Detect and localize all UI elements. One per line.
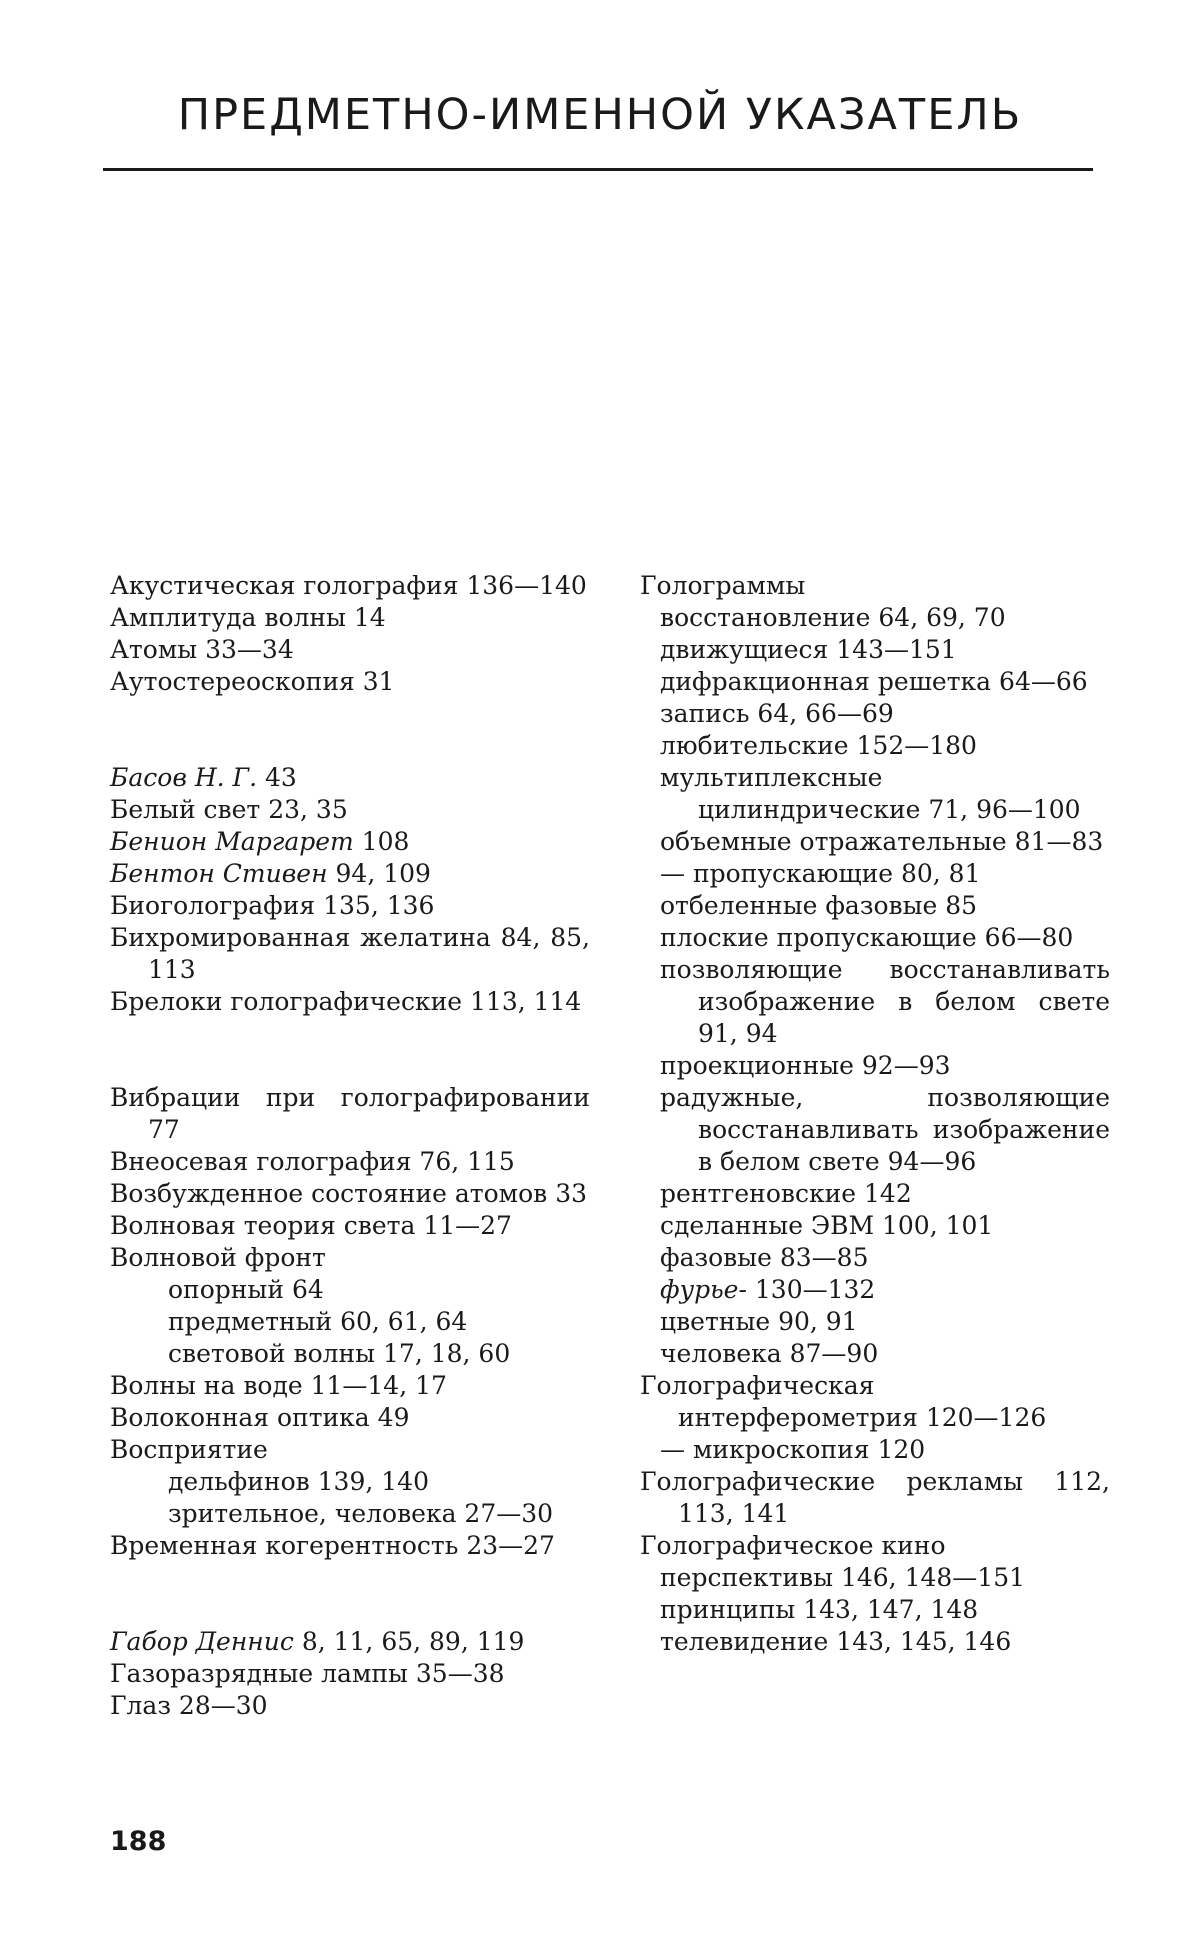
index-subentry: объемные отражательные 81—83 — [660, 827, 1104, 856]
index-subentry: человека 87—90 — [660, 1339, 879, 1368]
title-rule — [103, 168, 1093, 171]
index-subentry: сделанные ЭВМ 100, 101 — [660, 1211, 994, 1240]
italic-term: фурье- — [660, 1275, 747, 1304]
index-subentry: зрительное, человека 27—30 — [168, 1499, 554, 1528]
index-entry: Голограммы — [640, 571, 806, 600]
index-entry: Голографическое кино — [640, 1531, 946, 1560]
index-entry: Волновая теория света 11—27 — [110, 1211, 512, 1240]
person-name: Бентон Стивен — [110, 859, 328, 888]
index-entry: Внеосевая голография 76, 115 — [110, 1147, 515, 1176]
page-title: ПРЕДМЕТНО-ИМЕННОЙ УКАЗАТЕЛЬ — [177, 90, 1023, 140]
page-refs: 108 — [353, 827, 410, 856]
index-subentry: проекционные 92—93 — [660, 1051, 951, 1080]
page-refs: 43 — [257, 763, 297, 792]
index-subentry: опорный 64 — [168, 1275, 324, 1304]
index-subentry: дифракционная решетка 64—66 — [660, 667, 1088, 696]
index-entry — [110, 858, 590, 890]
index-entry: Глаз 28—30 — [110, 1691, 268, 1720]
index-entry: Волновой фронт — [110, 1243, 326, 1272]
section-gap — [110, 698, 590, 762]
page-refs: 8, 11, 65, 89, 119 — [293, 1627, 525, 1656]
index-entry: Вибрации при голографировании 77 — [110, 1083, 590, 1144]
index-subentry: отбеленные фазовые 85 — [660, 891, 978, 920]
index-subentry: восстановление 64, 69, 70 — [660, 603, 1006, 632]
index-subentry: мультиплексные цилиндрические 71, 96—100 — [660, 763, 1081, 824]
index-subentry: дельфинов 139, 140 — [168, 1467, 429, 1496]
index-entry: Атомы 33—34 — [110, 635, 294, 664]
index-entry: Временная когерентность 23—27 — [110, 1531, 555, 1560]
index-subentry — [640, 1274, 1110, 1306]
person-name: Габор Деннис — [110, 1627, 294, 1656]
person-name: Басов Н. Г. — [110, 763, 258, 792]
index-entry — [110, 1626, 590, 1658]
index-entry: Голографическая интерферометрия 120—126 — [640, 1371, 1047, 1432]
index-subentry: радужные, позволяющие восстанавливать изображение в белом свете 94—96 — [660, 1083, 1110, 1176]
index-subentry: предметный 60, 61, 64 — [168, 1307, 468, 1336]
index-subentry: любительские 152—180 — [660, 731, 977, 760]
index-subentry: — микроскопия 120 — [660, 1435, 926, 1464]
section-gap — [110, 1018, 590, 1082]
index-entry: Аутостереоскопия 31 — [110, 667, 395, 696]
index-entry — [110, 762, 590, 794]
index-subentry: фазовые 83—85 — [660, 1243, 869, 1272]
index-subentry: движущиеся 143—151 — [660, 635, 957, 664]
index-subentry: рентгеновские 142 — [660, 1179, 912, 1208]
index-entry: Брелоки голографические 113, 114 — [110, 987, 582, 1016]
index-entry: Амплитуда волны 14 — [110, 603, 386, 632]
index-subentry: принципы 143, 147, 148 — [660, 1595, 979, 1624]
index-entry: Белый свет 23, 35 — [110, 795, 348, 824]
index-entry: Бихромированная желатина 84, 85, 113 — [110, 923, 590, 984]
index-subentry: плоские пропускающие 66—80 — [660, 923, 1074, 952]
index-entry — [110, 826, 590, 858]
index-column-right — [640, 570, 1110, 1658]
section-gap — [110, 1562, 590, 1626]
index-entry: Биоголография 135, 136 — [110, 891, 435, 920]
index-entry: Волны на воде 11—14, 17 — [110, 1371, 447, 1400]
index-subentry: цветные 90, 91 — [660, 1307, 858, 1336]
page-number: 188 — [110, 1826, 167, 1857]
index-subentry: позволяющие восстанавливать изображение в белом свете 91, 94 — [660, 955, 1110, 1048]
index-entry: Голографические рекламы 112, 113, 141 — [640, 1467, 1110, 1528]
index-entry: Акустическая голография 136—140 — [110, 571, 587, 600]
page-refs: 130—132 — [746, 1275, 876, 1304]
index-subentry: телевидение 143, 145, 146 — [660, 1627, 1012, 1656]
index-subentry: запись 64, 66—69 — [660, 699, 894, 728]
index-subentry: световой волны 17, 18, 60 — [168, 1339, 511, 1368]
index-column-left — [110, 570, 590, 1722]
page-refs: 94, 109 — [327, 859, 431, 888]
index-entry: Восприятие — [110, 1435, 268, 1464]
index-subentry: перспективы 146, 148—151 — [660, 1563, 1026, 1592]
index-entry: Волоконная оптика 49 — [110, 1403, 410, 1432]
person-name: Бенион Маргарет — [110, 827, 354, 856]
index-entry: Возбужденное состояние атомов 33 — [110, 1179, 588, 1208]
index-entry: Газоразрядные лампы 35—38 — [110, 1659, 505, 1688]
index-subentry: — пропускающие 80, 81 — [660, 859, 981, 888]
